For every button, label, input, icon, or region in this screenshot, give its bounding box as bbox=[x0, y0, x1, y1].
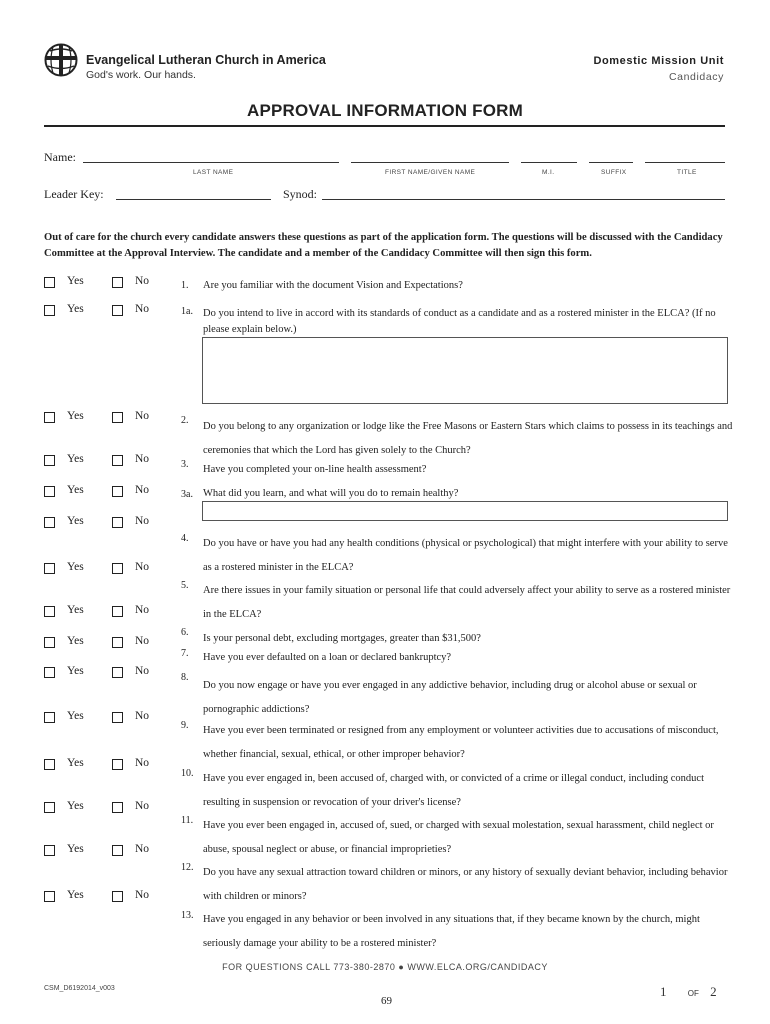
no-label: No bbox=[135, 515, 150, 527]
no-label: No bbox=[135, 665, 150, 677]
no-label: No bbox=[135, 275, 150, 287]
suffix-caption: SUFFIX bbox=[601, 169, 627, 176]
mi-caption: M.I. bbox=[542, 169, 555, 176]
yes-checkbox[interactable] bbox=[44, 563, 55, 574]
yes-checkbox[interactable] bbox=[44, 455, 55, 466]
question-number: 6. bbox=[181, 627, 189, 638]
unit-subtitle: Candidacy bbox=[668, 71, 724, 83]
no-checkbox[interactable] bbox=[112, 455, 123, 466]
page-indicator bbox=[660, 984, 717, 1000]
question-text: Do you belong to any organization or lodge like the Free Masons or Eastern Stars which claims to possess in its teachings and ceremonies that which the Lord has given solely to the Church? bbox=[203, 421, 733, 456]
no-label: No bbox=[135, 303, 150, 315]
no-checkbox[interactable] bbox=[112, 891, 123, 902]
question-number: 3a. bbox=[181, 489, 193, 500]
question-text: Have you ever been terminated or resigned from any employment or volunteer activities due to accusations of misconduct, whether financial, sexual, ethical, or other improper behavior? bbox=[203, 725, 719, 760]
yes-checkbox[interactable] bbox=[44, 637, 55, 648]
no-checkbox[interactable] bbox=[112, 517, 123, 528]
question-text: Do you now engage or have you ever engaged in any addictive behavior, including drug or alcohol abuse or sexual or pornographic addictions? bbox=[203, 680, 697, 715]
footer-contact: FOR QUESTIONS CALL 773-380-2870 ● WWW.ELCA.ORG/CANDIDACY bbox=[222, 962, 548, 972]
name-label: Name: bbox=[44, 150, 76, 164]
yes-checkbox[interactable] bbox=[44, 667, 55, 678]
yes-label: Yes bbox=[67, 484, 84, 496]
leader-key-field[interactable] bbox=[116, 199, 271, 200]
question-number: 8. bbox=[181, 672, 189, 683]
intro-paragraph: Out of care for the church every candidate answers these questions as part of the application form. The questions will be discussed with the Candidacy Committee at the Approval Interview. The candidate and a member of the Candidacy Committee will then sign this form. bbox=[44, 232, 723, 259]
form-code: CSM_D6192014_v003 bbox=[44, 985, 115, 992]
middle-initial-field[interactable] bbox=[521, 162, 577, 163]
question-number: 9. bbox=[181, 720, 189, 731]
yes-label: Yes bbox=[67, 665, 84, 677]
page-current: 1 bbox=[660, 984, 667, 999]
no-label: No bbox=[135, 561, 150, 573]
question-number: 1a. bbox=[181, 306, 193, 317]
no-label: No bbox=[135, 889, 150, 901]
question-number: 13. bbox=[181, 910, 194, 921]
yes-checkbox[interactable] bbox=[44, 891, 55, 902]
page-title: APPROVAL INFORMATION FORM bbox=[246, 101, 524, 120]
question-text: Do you have or have you had any health conditions (physical or psychological) that might interfere with your ability to serve as a rostered minister in the ELCA? bbox=[203, 538, 728, 573]
no-checkbox[interactable] bbox=[112, 412, 123, 423]
no-label: No bbox=[135, 843, 150, 855]
no-checkbox[interactable] bbox=[112, 667, 123, 678]
no-checkbox[interactable] bbox=[112, 802, 123, 813]
yes-checkbox[interactable] bbox=[44, 759, 55, 770]
no-label: No bbox=[135, 410, 150, 422]
no-label: No bbox=[135, 453, 150, 465]
question-number: 11. bbox=[181, 815, 194, 826]
first-name-caption: FIRST NAME/GIVEN NAME bbox=[385, 169, 476, 176]
question-text: Have you ever engaged in, been accused of, charged with, or convicted of a crime or illegal conduct, including conduct resulting in suspension or revocation of your driver's license? bbox=[203, 773, 704, 808]
yes-label: Yes bbox=[67, 515, 84, 527]
question-number: 4. bbox=[181, 533, 189, 544]
yes-label: Yes bbox=[67, 561, 84, 573]
yes-checkbox[interactable] bbox=[44, 277, 55, 288]
page-total: 2 bbox=[710, 984, 717, 999]
no-label: No bbox=[135, 635, 150, 647]
question-text: Are you familiar with the document Vision and Expectations? bbox=[203, 280, 463, 291]
yes-label: Yes bbox=[67, 275, 84, 287]
question-number: 12. bbox=[181, 862, 194, 873]
suffix-field[interactable] bbox=[589, 162, 633, 163]
no-label: No bbox=[135, 604, 150, 616]
yes-checkbox[interactable] bbox=[44, 802, 55, 813]
yes-label: Yes bbox=[67, 303, 84, 315]
page-of: OF bbox=[687, 989, 699, 998]
question-text: Do you have any sexual attraction toward children or minors, or any history of sexually deviant behavior, including behavior with children or minors? bbox=[203, 867, 728, 902]
question-text: Is your personal debt, excluding mortgages, greater than $31,500? bbox=[203, 633, 481, 644]
yes-label: Yes bbox=[67, 757, 84, 769]
elca-cross-globe-icon bbox=[44, 43, 78, 77]
question-text: What did you learn, and what will you do to remain healthy? bbox=[203, 488, 459, 499]
question-text: Have you ever defaulted on a loan or declared bankruptcy? bbox=[203, 652, 452, 663]
first-name-field[interactable] bbox=[351, 162, 509, 163]
question-number: 10. bbox=[181, 768, 194, 779]
q3a-answer-box[interactable] bbox=[202, 501, 728, 521]
yes-checkbox[interactable] bbox=[44, 412, 55, 423]
question-text: Have you engaged in any behavior or been involved in any situations that, if they became known by the church, might seriously damage your ability to be a rostered minister? bbox=[203, 914, 700, 949]
yes-checkbox[interactable] bbox=[44, 305, 55, 316]
no-checkbox[interactable] bbox=[112, 637, 123, 648]
last-name-field[interactable] bbox=[83, 162, 339, 163]
yes-label: Yes bbox=[67, 710, 84, 722]
question-number: 5. bbox=[181, 580, 189, 591]
last-name-caption: LAST NAME bbox=[193, 169, 234, 176]
yes-label: Yes bbox=[67, 604, 84, 616]
leader-key-label: Leader Key: bbox=[44, 187, 104, 201]
question-text: Do you intend to live in accord with its standards of conduct as a candidate and as a rostered minister in the ELCA? (If no please explain below.) bbox=[203, 308, 716, 335]
no-checkbox[interactable] bbox=[112, 305, 123, 316]
yes-checkbox[interactable] bbox=[44, 517, 55, 528]
no-label: No bbox=[135, 757, 150, 769]
question-number: 7. bbox=[181, 648, 189, 659]
elca-logo bbox=[44, 43, 78, 77]
yes-checkbox[interactable] bbox=[44, 606, 55, 617]
yes-checkbox[interactable] bbox=[44, 712, 55, 723]
no-checkbox[interactable] bbox=[112, 845, 123, 856]
no-checkbox[interactable] bbox=[112, 563, 123, 574]
no-label: No bbox=[135, 710, 150, 722]
org-name: Evangelical Lutheran Church in America bbox=[86, 53, 326, 67]
title-caption: TITLE bbox=[677, 169, 697, 176]
question-text: Have you ever been engaged in, accused of, sued, or charged with sexual molestation, sexual harassment, child neglect or abuse, spousal neglect or abuse, or financial improprieties? bbox=[203, 820, 714, 855]
synod-label: Synod: bbox=[283, 187, 318, 201]
question-number: 3. bbox=[181, 459, 189, 470]
no-label: No bbox=[135, 484, 150, 496]
yes-label: Yes bbox=[67, 410, 84, 422]
no-checkbox[interactable] bbox=[112, 606, 123, 617]
yes-label: Yes bbox=[67, 889, 84, 901]
yes-label: Yes bbox=[67, 843, 84, 855]
question-number: 2. bbox=[181, 415, 189, 426]
no-checkbox[interactable] bbox=[112, 712, 123, 723]
yes-label: Yes bbox=[67, 635, 84, 647]
yes-checkbox[interactable] bbox=[44, 845, 55, 856]
page-number: 69 bbox=[381, 995, 392, 1007]
title-field[interactable] bbox=[645, 162, 725, 163]
synod-field[interactable] bbox=[322, 199, 725, 200]
question-number: 1. bbox=[181, 280, 189, 291]
title-rule bbox=[44, 125, 725, 127]
no-label: No bbox=[135, 800, 150, 812]
no-checkbox[interactable] bbox=[112, 759, 123, 770]
question-text: Have you completed your on-line health assessment? bbox=[203, 464, 427, 475]
question-text: Are there issues in your family situation or personal life that could adversely affect your ability to serve as a rostered minister in the ELCA? bbox=[203, 585, 731, 620]
yes-label: Yes bbox=[67, 453, 84, 465]
org-tagline: God's work. Our hands. bbox=[86, 69, 196, 81]
no-checkbox[interactable] bbox=[112, 277, 123, 288]
yes-label: Yes bbox=[67, 800, 84, 812]
unit-name: Domestic Mission Unit bbox=[593, 55, 724, 67]
no-checkbox[interactable] bbox=[112, 486, 123, 497]
q1a-explanation-box[interactable] bbox=[202, 337, 728, 404]
yes-checkbox[interactable] bbox=[44, 486, 55, 497]
